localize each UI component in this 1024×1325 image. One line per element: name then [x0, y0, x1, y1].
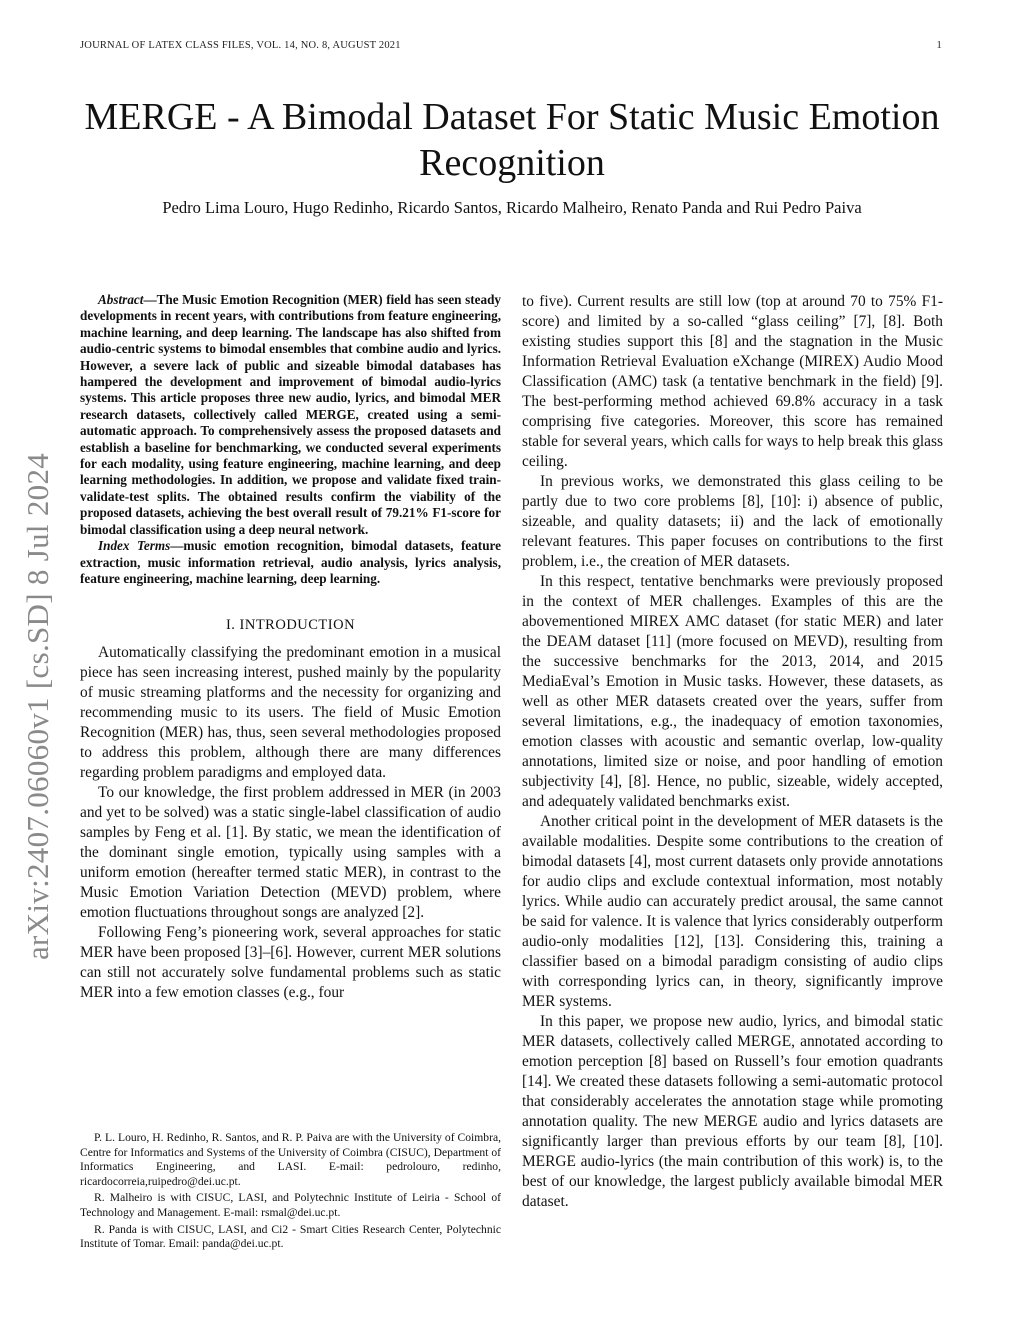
body-paragraph: Following Feng’s pioneering work, several approaches for static MER have been proposed [3]–[6]. However, current MER solutions can still not accurately solve fundamental problems such as static MER into a few emotion classes (e.g., four [80, 924, 501, 1002]
body-paragraph: In this respect, tentative benchmarks were previously proposed in the context of MER challenges. Examples of this are the abovementioned MIREX AMC dataset (for static MER) and later the DEAM dataset [11] (more focused on MEVD), resulting from the successive benchmarks for the 2013, 2014, and 2015 MediaEval’s Emotion in Music tasks. However, these datasets, as well as other MER datasets created over the years, suffer from several limitations, e.g., the inadequacy of emotion taxonomies, emotion classes with acoustic and semantic overlap, low-quality annotations, limited size or noise, and poor handling of emotion subjectivity [4], [8]. Hence, no public, sizeable, widely accepted, and adequately validated benchmarks exist. [522, 573, 943, 810]
footnotes [80, 1131, 501, 1254]
body-paragraph: To our knowledge, the first problem addressed in MER (in 2003 and yet to be solved) was a static single-label classification of audio samples by Feng et al. [1]. By static, we mean the identification of the dominant single emotion, typically using samples with a uniform emotion (hereafter termed static MER), in contrast to the Music Emotion Variation Detection (MEVD) problem, where emotion fluctuations throughout songs are analyzed [2]. [80, 784, 501, 922]
body-paragraph: In previous works, we demonstrated this glass ceiling to be partly due to two core problems [8], [10]: i) absence of public, sizeable, and quality datasets; ii) and the lack of emotionally relevant features. This paper focuses on contributions to the first problem, i.e., the creation of MER datasets. [522, 473, 943, 570]
paper-title: MERGE - A Bimodal Dataset For Static Music Emotion Recognition [84, 96, 940, 184]
page-number: 1 [936, 40, 942, 51]
body-paragraph: Automatically classifying the predominant emotion in a musical piece has seen increasing interest, pushed mainly by the popularity of music streaming platforms and the necessity for organizing and recommending music to its users. The field of Music Emotion Recognition (MER) has, thus, seen several methodologies proposed to address this problem, although there are many differences regarding problem paradigms and employed data. [80, 644, 501, 782]
index-terms-text: —music emotion recognition, bimodal datasets, feature extraction, music information retrieval, audio analysis, lyrics analysis, feature engineering, machine learning, deep learning. [80, 538, 502, 586]
right-column [522, 292, 943, 1212]
body-paragraph: In this paper, we propose new audio, lyrics, and bimodal static MER datasets, collectively called MERGE, annotated according to emotion perception [8] based on Russell’s four emotion quadrants [14]. We created these datasets following a semi-automatic protocol that considerably accelerates the annotation stage while promoting annotation quality. The new MERGE audio and lyrics datasets are significantly larger than previous efforts by our team [8], [10]. MERGE audio-lyrics (the main contribution of this work) is, to the best of our knowledge, the largest publicly available bimodal MER dataset. [522, 1013, 943, 1210]
arxiv-stamp: arXiv:2407.06060v1 [cs.SD] 8 Jul 2024 [20, 452, 55, 960]
footnote: R. Panda is with CISUC, LASI, and Ci2 - Smart Cities Research Center, Polytechnic Institute of Tomar. Email: panda@dei.uc.pt. [80, 1222, 501, 1251]
journal-name: JOURNAL OF LATEX CLASS FILES, VOL. 14, NO. 8, AUGUST 2021 [80, 40, 401, 51]
body-paragraph: to five). Current results are still low (top at around 70 to 75% F1-score) and limited by a so-called “glass ceiling” [7], [8]. Both existing studies support this [8] and the stagnation in the Music Information Retrieval Evaluation eXchange (MIREX) Audio Mood Classification (AMC) task (a tentative benchmark in the field) [9]. The best-performing method achieved 69.8% accuracy in a task comprising five categories. Moreover, this score has remained stable for several years, which calls for ways to help break this glass ceiling. [522, 293, 943, 470]
footnote: R. Malheiro is with CISUC, LASI, and Polytechnic Institute of Leiria - School of Technology and Management. E-mail: rsmal@dei.uc.pt. [80, 1191, 501, 1219]
footnote: P. L. Louro, H. Redinho, R. Santos, and R. P. Paiva are with the University of Coimbra, Centre for Informatics and Systems of the University of Coimbra (CISUC), Department of Informatics Engineering, and LASI. E-mail: pedrolouro, redinho, ricardocorreia,ruipedro@dei.uc.pt. [80, 1131, 501, 1188]
index-terms-label: Index Terms [98, 538, 171, 554]
running-header [80, 40, 942, 51]
left-column [80, 292, 501, 1003]
index-terms [80, 538, 501, 587]
abstract [80, 292, 501, 538]
section-heading: I. INTRODUCTION [225, 617, 356, 634]
author-list: Pedro Lima Louro, Hugo Redinho, Ricardo Santos, Ricardo Malheiro, Renato Panda and Rui Pedro Paiva [162, 198, 862, 217]
abstract-text: —The Music Emotion Recognition (MER) field has seen steady developments in recent years, with contributions from feature engineering, machine learning, and deep learning. The landscape has also shifted from audio-centric systems to bimodal ensembles that combine audio and lyrics. However, a severe lack of public and sizeable bimodal databases has hampered the development and improvement of bimodal audio-lyrics systems. This article proposes three new audio, lyrics, and bimodal MER research datasets, collectively called MERGE, created using a semi-automatic approach. To comprehensively assess the proposed datasets and establish a baseline for benchmarking, we conducted several experiments for each modality, using feature engineering, machine learning, and deep learning methodologies. In addition, we propose and validate fixed train-validate-test splits. The obtained results confirm the viability of the proposed datasets, achieving the best overall result of 79.21% F1-score for bimodal classification using a deep neural network. [80, 292, 501, 537]
abstract-label: Abstract [98, 292, 144, 307]
body-paragraph: Another critical point in the development of MER datasets is the available modalities. Despite some contributions to the creation of bimodal datasets [4], most current datasets only provide annotations for audio clips and exclude contextual information, most notably lyrics. While audio can accurately predict arousal, the same cannot be said for valence. It is valence that lyrics considerably outperform audio-only modalities [12], [13]. Considering this, training a classifier based on a bimodal paradigm consisting of audio clips with corresponding lyrics can, in theory, significantly improve MER systems. [522, 813, 943, 1010]
